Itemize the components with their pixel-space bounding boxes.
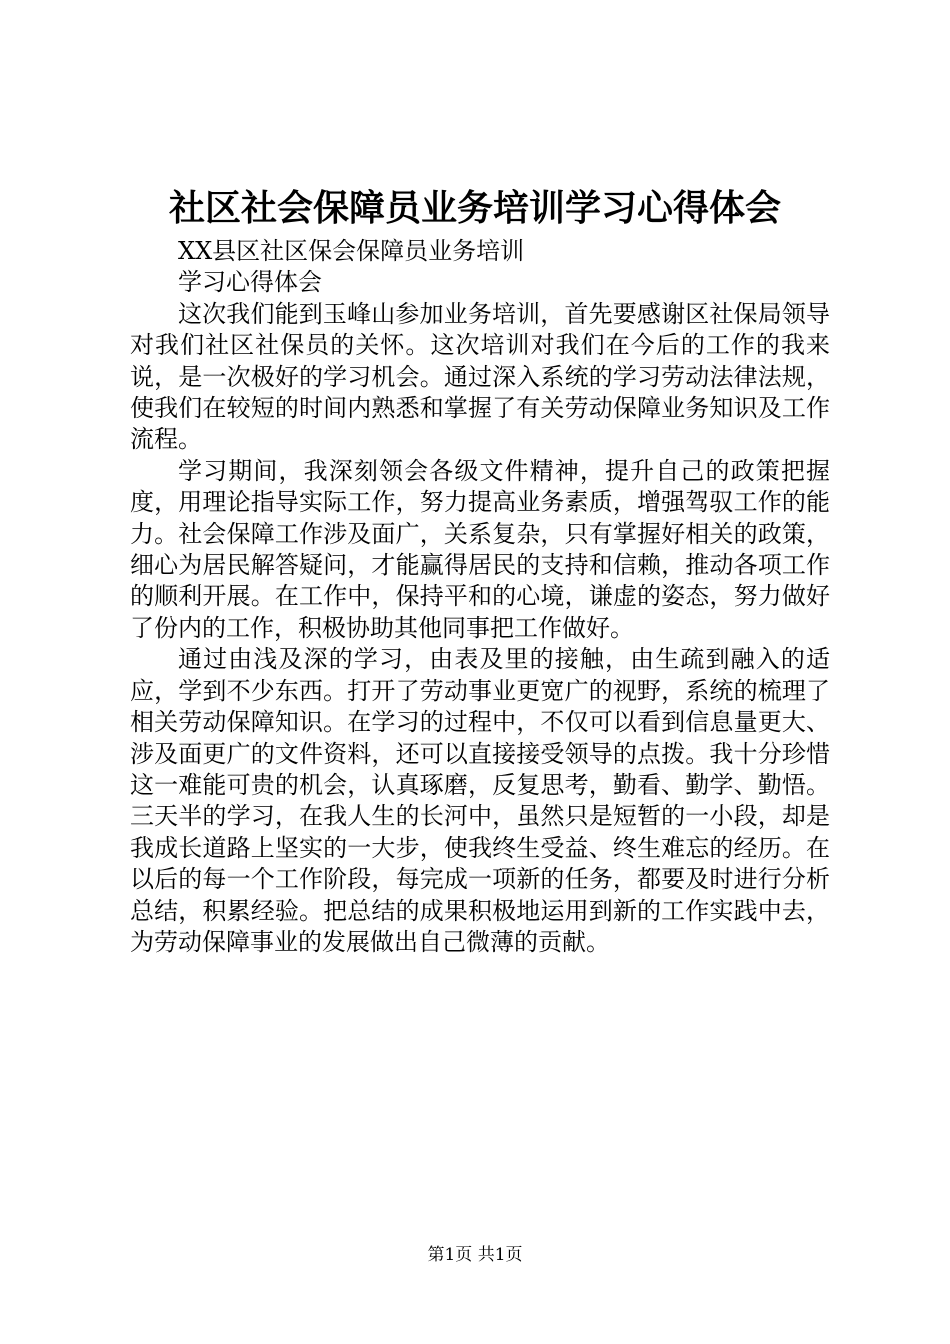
subtitle-line-2: 学习心得体会 [178, 268, 322, 297]
paragraph-1: 这次我们能到玉峰山参加业务培训，首先要感谢区社保局领导对我们社区社保员的关怀。这次培训对我们在今后的工作的我来说，是一次极好的学习机会。通过深入系统的学习劳动法律法规，使我们在较短的时间内熟悉和掌握了有关劳动保障业务知识及工作流程。 [130, 299, 830, 454]
paragraph-2: 学习期间，我深刻领会各级文件精神，提升自己的政策把握度，用理论指导实际工作，努力提高业务素质，增强驾驭工作的能力。社会保障工作涉及面广，关系复杂，只有掌握好相关的政策，细心为居民解答疑问，才能赢得居民的支持和信赖，推动各项工作的顺利开展。在工作中，保持平和的心境，谦虚的姿态，努力做好了份内的工作，积极协助其他同事把工作做好。 [130, 456, 830, 642]
paragraph-3: 通过由浅及深的学习，由表及里的接触，由生疏到融入的适应，学到不少东西。打开了劳动事业更宽广的视野，系统的梳理了相关劳动保障知识。在学习的过程中，不仅可以看到信息量更大、涉及面更广的文件资料，还可以直接接受领导的点拨。我十分珍惜这一难能可贵的机会，认真琢磨，反复思考，勤看、勤学、勤悟。三天半的学习，在我人生的长河中，虽然只是短暂的一小段，却是我成长道路上坚实的一大步，使我终生受益、终生难忘的经历。在以后的每一个工作阶段，每完成一项新的任务，都要及时进行分析总结，积累经验。把总结的成果积极地运用到新的工作实践中去，为劳动保障事业的发展做出自己微薄的贡献。 [130, 645, 830, 956]
document-title: 社区社会保障员业务培训学习心得体会 [168, 187, 781, 229]
subtitle-line-1: XX县区社区保会保障员业务培训 [178, 237, 525, 265]
document-body [130, 236, 830, 958]
page-footer: 第1页 共1页 [427, 1245, 523, 1265]
